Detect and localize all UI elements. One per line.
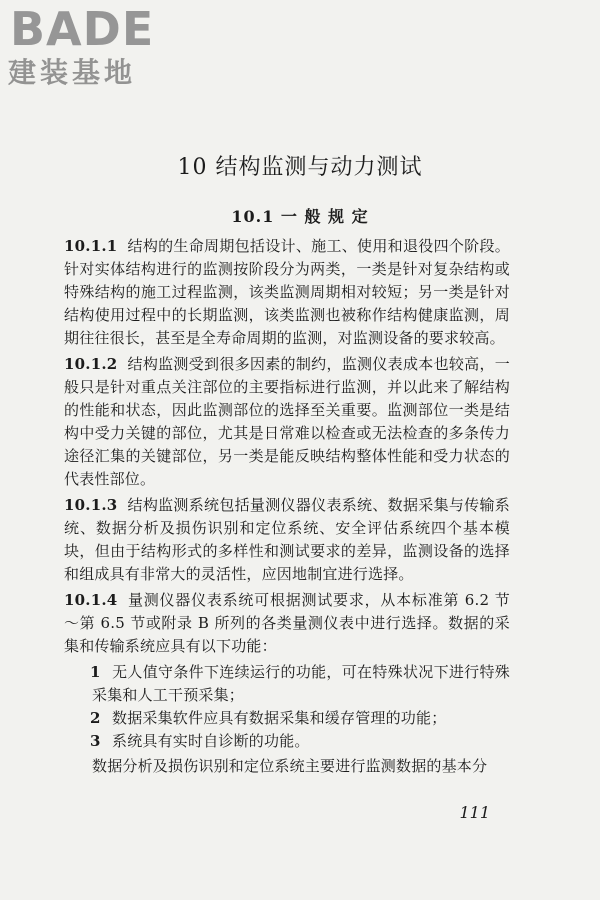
section-title: 10.1 一 般 规 定 bbox=[231, 207, 369, 226]
page-number: 111 bbox=[459, 803, 490, 822]
clause-10-1-4 bbox=[64, 589, 510, 658]
clause-10-1-1 bbox=[64, 235, 510, 350]
clause-text: 结构的生命周期包括设计、施工、使用和退役四个阶段。针对实体结构进行的监测按阶段分为两类，一类是针对复杂结构或特殊结构的施工过程监测，该类监测周期相对较短；另一类是针对结构使用过程中的长期监测，该类监测也被称作结构健康监测，周期往往很长，甚至是全寿命周期的监测，对监测设备的要求较高。 bbox=[64, 237, 510, 347]
list-item bbox=[64, 730, 510, 753]
clause-number: 10.1.1 bbox=[64, 237, 118, 255]
clause-number: 10.1.3 bbox=[64, 496, 118, 514]
clause-number: 10.1.2 bbox=[64, 355, 118, 373]
clause-text: 结构监测受到很多因素的制约，监测仪表成本也较高，一般只是针对重点关注部位的主要指标进行监测，并以此来了解结构的性能和状态，因此监测部位的选择至关重要。监测部位一类是结构中受力关键的部位，尤其是日常难以检查或无法检查的多条传力途径汇集的关键部位，另一类是能反映结构整体性能和受力状态的代表性部位。 bbox=[64, 355, 510, 488]
list-item-text: 数据采集软件应具有数据采集和缓存管理的功能； bbox=[112, 709, 447, 727]
clause-10-1-3 bbox=[64, 494, 510, 586]
document-body bbox=[64, 235, 510, 793]
list-item bbox=[64, 661, 510, 707]
watermark-logo-text: BADE bbox=[10, 2, 155, 56]
list-item-text: 无人值守条件下连续运行的功能，可在特殊状况下进行特殊采集和人工干预采集； bbox=[92, 663, 510, 704]
clause-text: 量测仪器仪表系统可根据测试要求，从本标准第 6.2 节～第 6.5 节或附录 B 所列的各类量测仪表中进行选择。数据的采集和传输系统应具有以下功能： bbox=[64, 591, 510, 655]
clause-10-1-2 bbox=[64, 353, 510, 491]
chapter-title: 10 结构监测与动力测试 bbox=[177, 155, 423, 180]
list-item-number: 3 bbox=[90, 732, 101, 750]
clause-number: 10.1.4 bbox=[64, 591, 118, 609]
list-item-number: 1 bbox=[90, 663, 101, 681]
watermark bbox=[8, 2, 178, 96]
watermark-subtitle: 建装基地 bbox=[8, 56, 137, 89]
clause-text: 结构监测系统包括量测仪器仪表系统、数据采集与传输系统、数据分析及损伤识别和定位系统、安全评估系统四个基本模块，但由于结构形式的多样性和测试要求的差异，监测设备的选择和组成具有非常大的灵活性，应因地制宜进行选择。 bbox=[64, 496, 510, 583]
list-item bbox=[64, 707, 510, 730]
list-item-number: 2 bbox=[90, 709, 101, 727]
list-item-text: 系统具有实时自诊断的功能。 bbox=[112, 732, 310, 750]
continuation-paragraph: 数据分析及损伤识别和定位系统主要进行监测数据的基本分 bbox=[92, 757, 488, 775]
